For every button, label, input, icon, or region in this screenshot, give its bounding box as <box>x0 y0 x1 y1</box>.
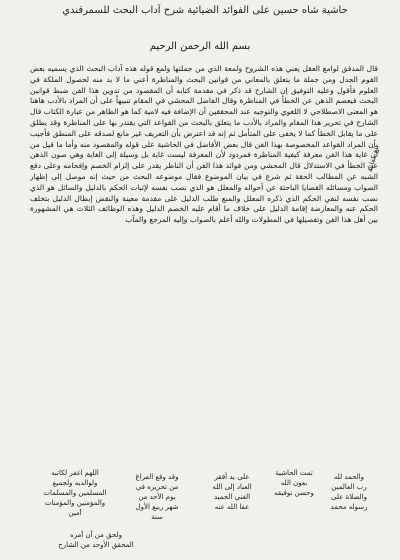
colophon-block-e: والحمد لله رب العالمين والصلاة على رسوله محمد <box>330 473 368 511</box>
margin-note: بلغ مقابلة <box>365 144 381 174</box>
basmala-heading: بسم الله الرحمن الرحيم <box>149 41 251 52</box>
colophon <box>30 468 378 552</box>
manuscript-body-text: قال المدقق لوامع العقل يعني هذه الشروح ولمعة الذي من جملتها ولمع قوله هذه آداب البحث الذي يسميه بعض القوم الجدل ومن جملة ما يتعلق بالمعاني من قوانين البحث والمناظرة أعني ما لا بد منه لحصول الملكة في العلوم فأقول وعليه التوفيق إن الشارح قد ذكر في مقدمة كتابه أن المقصود من تدوين هذا الفن ضبط قوانين البحث فيعصم الذهن عن الخطأ في المناظرة وقال الفاضل المحشي في المقام تنبيهاً على أن المراد بالأدب هاهنا هو المعنى الاصطلاحي لا اللغوي والتوجيه عند المحققين أن الإضافة فيه لامية كما هو الظاهر من عبارة الكتاب قال الشارح في تحرير هذا المقام والمراد بالأدب ما يتعلق بالبحث من القواعد التي يقتدر بها على المناظرة وقد يطلق على ما يقابل الخطأ كما لا يخفى على المتأمل ثم إنه قد اعترض بأن التعريف غير مانع لصدقه على المنطق فأجيب بأن المراد القواعد المخصوصة بهذا الفن قال بعض الأفاضل في الحاشية على قوله والمقصود منه وأما ما قيل من أن غاية هذا الفن معرفة كيفية المناظرة فمردود لأن المعرفة ليست غاية بل وسيلة إلى الغاية وهي صون الذهن عن الخطأ في الاستدلال قال المحشي ومن فوائد هذا الفن أن الناظر يقدر على إلزام الخصم وإفحامه وعلى دفع الشبه عن المطالب الحقة ثم شرع في بيان الموضوع فقال موضوعه البحث من حيث إنه موصل إلى إظهار الصواب ومسائله القضايا الباحثة عن أحواله والمعلل هو الذي نصب نفسه لإثبات الحكم بالدليل والسائل هو الذي نصب نفسه لنفي الحكم الذي ذكره المعلل والمنع طلب الدليل على مقدمة معينة والنقض إبطال الدليل بتخلف الحكم عنه والمعارضة إقامة الدليل على خلاف ما أقام عليه الخصم الدليل وهذه الوظائف الثلاث هي المشهورة بين أهل هذا الفن وتفصيلها في المطولات والله أعلم بالصواب وإليه المرجع والمآب <box>30 64 378 225</box>
colophon-block-c: على يد أفقر العباد إلى الله الغني الحميد عفا الله عنه <box>212 473 252 511</box>
page-header-title: حاشية شاه حسين على الفوائد الضيائية شرح آداب البحث للسمرقندي <box>62 5 348 16</box>
colophon-bottom-line: ولحق من آن آمره المحقق الأوحد من الشارح <box>58 531 134 549</box>
colophon-block-b: وقد وقع الفراغ من تحريره في يوم الأحد من شهر ربيع الأول سنة <box>135 473 179 521</box>
colophon-block-d: تمت الحاشية بعون الله وحسن توفيقه <box>274 469 314 497</box>
colophon-block-a: اللهم اغفر لكاتبه ولوالديه ولجميع المسلمين والمسلمات والمؤمنين والمؤمنات آمين <box>43 469 107 517</box>
